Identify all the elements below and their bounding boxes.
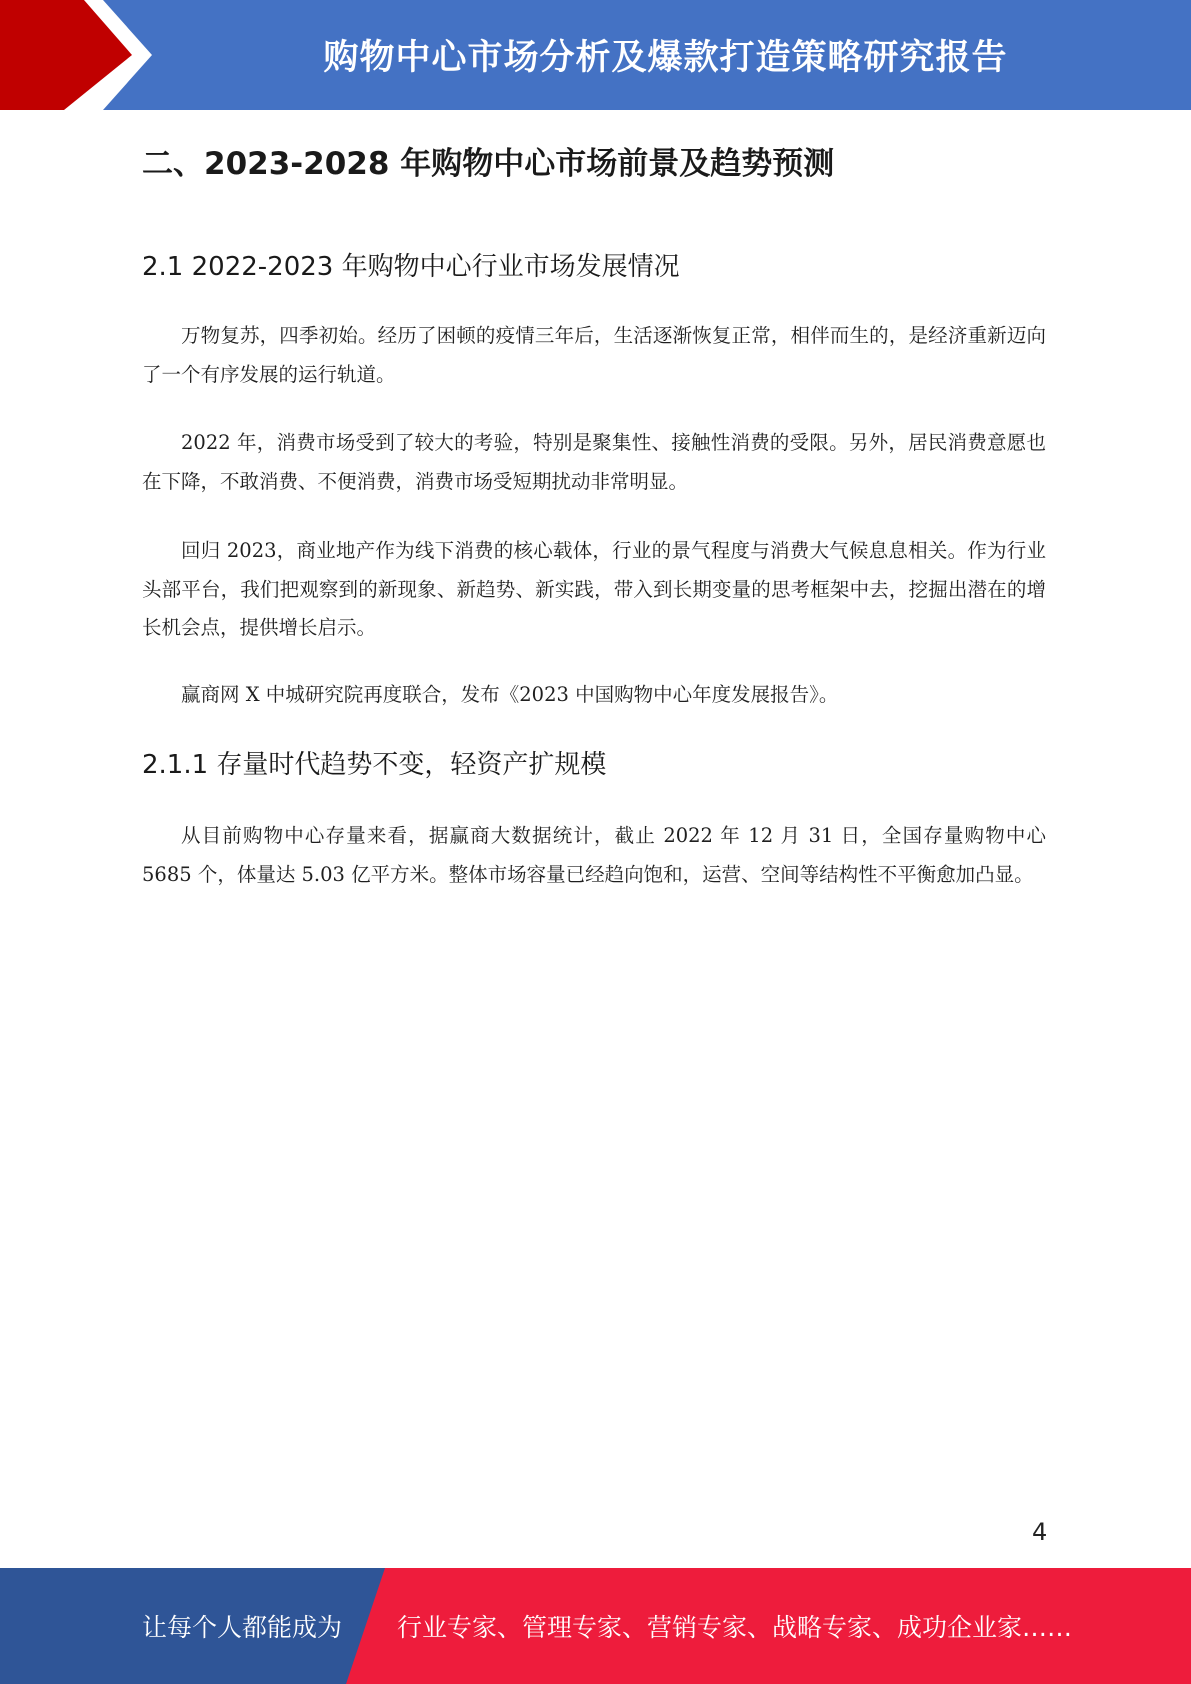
subsection-heading: 2.1 2022-2023 年购物中心行业市场发展情况 — [142, 252, 680, 282]
paragraph-2: 2022 年，消费市场受到了较大的考验，特别是聚集性、接触性消费的受限。另外，居民消费意愿也在下降，不敢消费、不便消费，消费市场受短期扰动非常明显。 — [142, 431, 1046, 493]
footer-slogan-right: 行业专家、管理专家、营销专家、战略专家、成功企业家…… — [397, 1613, 1073, 1642]
paragraph-5: 从目前购物中心存量来看，据赢商大数据统计，截止 2022 年 12 月 31 日，全国存量购物中心 5685 个，体量达 5.03 亿平方米。整体市场容量已经趋向饱和，运营、空间等结构性不平衡愈加凸显。 — [142, 824, 1046, 886]
page-number: 4 — [1032, 1518, 1048, 1546]
header-banner — [0, 0, 1191, 110]
header-arrow-ribbon — [0, 0, 160, 110]
paragraph-4: 赢商网 X 中城研究院再度联合，发布《2023 中国购物中心年度发展报告》。 — [181, 683, 839, 706]
paragraph-3: 回归 2023，商业地产作为线下消费的核心载体，行业的景气程度与消费大气候息息相关。作为行业头部平台，我们把观察到的新现象、新趋势、新实践，带入到长期变量的思考框架中去，挖掘出潜在的增长机会点，提供增长启示。 — [142, 539, 1046, 639]
section-heading: 二、2023-2028 年购物中心市场前景及趋势预测 — [142, 146, 835, 182]
report-title: 购物中心市场分析及爆款打造策略研究报告 — [323, 38, 1008, 78]
paragraph-1: 万物复苏，四季初始。经历了困顿的疫情三年后，生活逐渐恢复正常，相伴而生的，是经济重新迈向了一个有序发展的运行轨道。 — [142, 324, 1046, 386]
subsubsection-heading: 2.1.1 存量时代趋势不变，轻资产扩规模 — [142, 750, 607, 780]
footer-slogan-left: 让每个人都能成为 — [142, 1613, 343, 1642]
footer-banner — [0, 1568, 1191, 1684]
